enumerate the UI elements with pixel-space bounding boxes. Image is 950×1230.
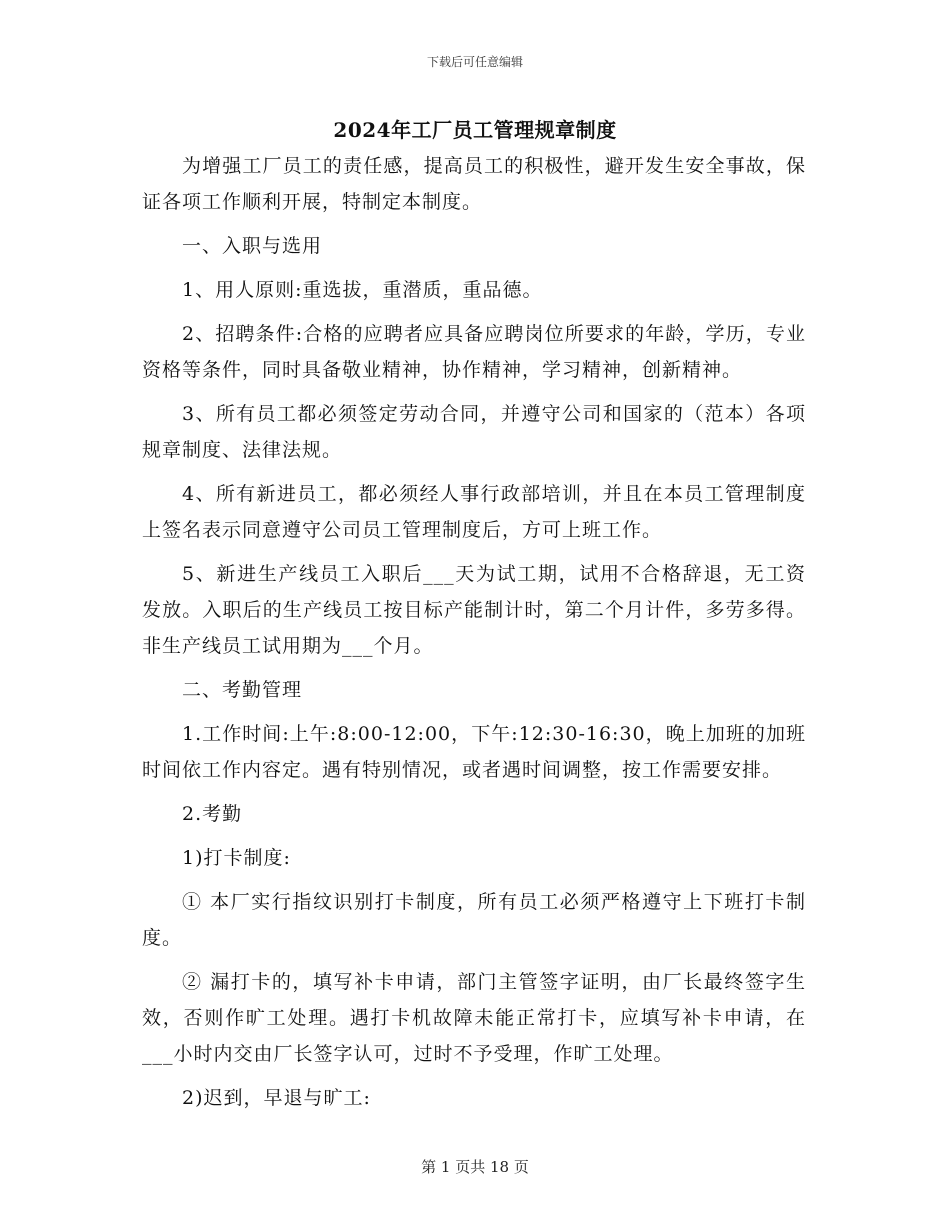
paragraph: ① 本厂实行指纹识别打卡制度，所有员工必须严格遵守上下班打卡制度。 bbox=[142, 891, 806, 949]
paragraph: 5、新进生产线员工入职后___天为试工期，试用不合格辞退，无工资发放。入职后的生产线员工按目标产能制计时，第二个月计件，多劳多得。非生产线员工试用期为___个月。 bbox=[142, 563, 806, 657]
section-heading: 一、入职与选用 bbox=[182, 235, 323, 257]
paragraph: ② 漏打卡的，填写补卡申请，部门主管签字证明，由厂长最终签字生效，否则作旷工处理。遇打卡机故障未能正常打卡，应填写补卡申请，在___小时内交由厂长签字认可，过时不予受理，作旷工处理。 bbox=[142, 971, 806, 1065]
section-heading: 二、考勤管理 bbox=[182, 679, 303, 701]
page-footer: 第 1 页共 18 页 bbox=[421, 1158, 529, 1176]
subsection-heading: 2.考勤 bbox=[182, 803, 243, 825]
paragraph: 4、所有新进员工，都必须经人事行政部培训，并且在本员工管理制度上签名表示同意遵守公司员工管理制度后，方可上班工作。 bbox=[142, 483, 806, 541]
paragraph: 2、招聘条件:合格的应聘者应具备应聘岗位所要求的年龄，学历，专业资格等条件，同时具备敬业精神，协作精神，学习精神，创新精神。 bbox=[142, 323, 806, 381]
subsection-heading: 2)迟到，早退与旷工: bbox=[182, 1087, 371, 1109]
document-body bbox=[142, 148, 806, 1116]
document-title: 2024年工厂员工管理规章制度 bbox=[333, 118, 617, 142]
header-note: 下载后可任意编辑 bbox=[426, 55, 523, 69]
paragraph: 3、所有员工都必须签定劳动合同，并遵守公司和国家的（范本）各项规章制度、法律法规。 bbox=[142, 403, 806, 461]
paragraph-intro: 为增强工厂员工的责任感，提高员工的积极性，避开发生安全事故，保证各项工作顺利开展，特制定本制度。 bbox=[142, 155, 806, 213]
subsection-heading: 1)打卡制度: bbox=[182, 847, 291, 869]
paragraph: 1、用人原则:重选拔，重潜质，重品德。 bbox=[182, 279, 543, 301]
paragraph: 1.工作时间:上午:8:00-12:00，下午:12:30-16:30，晚上加班的加班时间依工作内容定。遇有特别情况，或者遇时间调整，按工作需要安排。 bbox=[142, 723, 806, 781]
